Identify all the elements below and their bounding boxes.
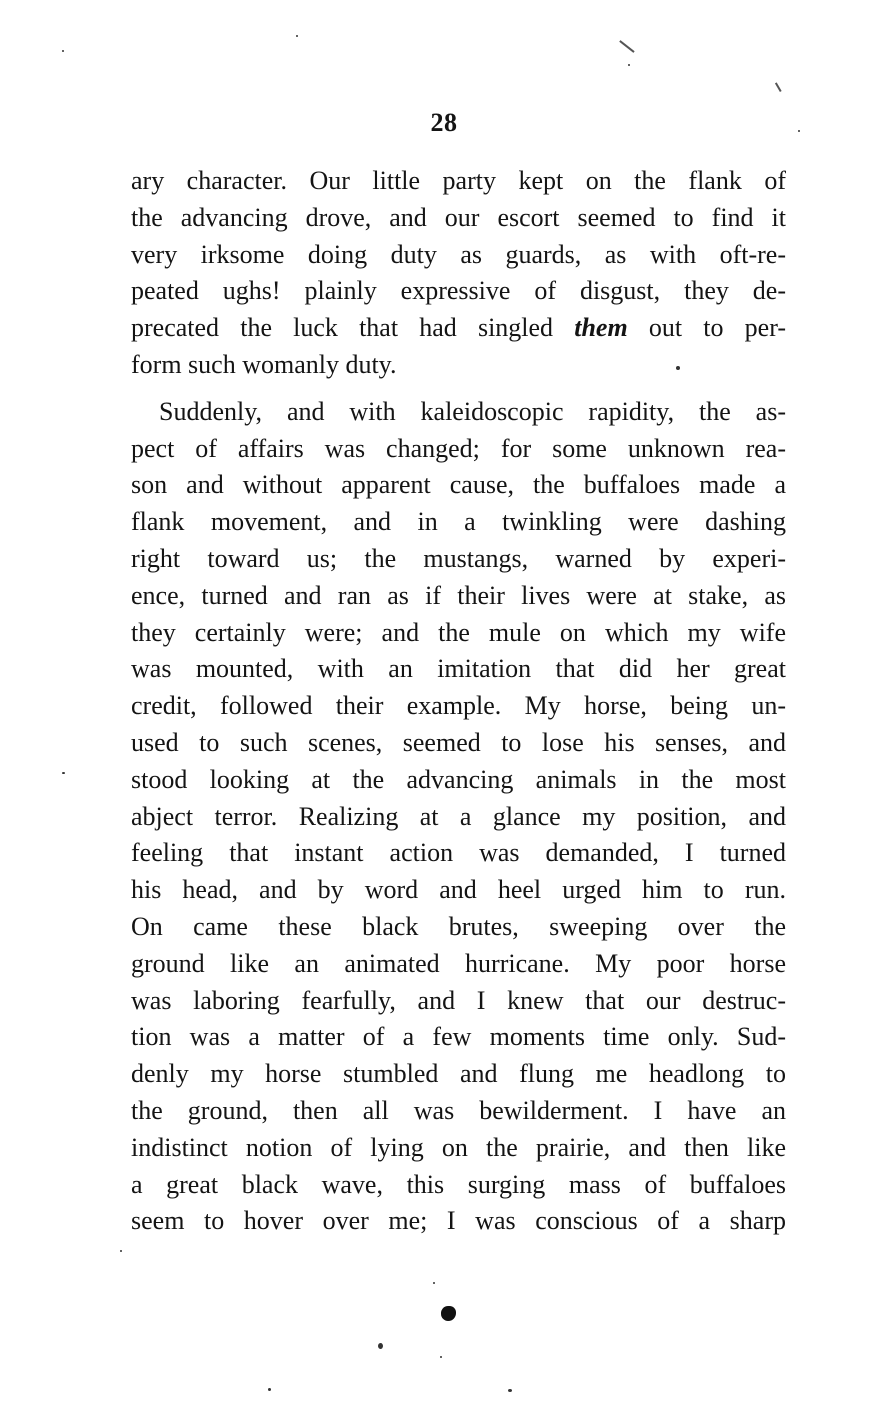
text-line-7: Suddenly, and with kaleidoscopic rapidity, the as- — [159, 396, 786, 426]
text-line-15: credit, followed their example. My horse, being un- — [131, 691, 786, 721]
scan-scratch — [775, 82, 781, 91]
text-line-16: used to such scenes, seemed to lose his senses, and — [131, 727, 786, 757]
italic-emphasis: them — [574, 313, 628, 343]
scan-speck — [433, 1282, 435, 1284]
text-line-5: precated the luck that had singled them out to per- — [131, 313, 786, 343]
text-line-12: ence, turned and ran as if their lives were at stake, as — [131, 580, 786, 610]
text-line-26: the ground, then all was bewilderment. I have an — [131, 1095, 786, 1125]
text-line-23: was laboring fearfully, and I knew that our destruc- — [131, 985, 786, 1015]
paragraph-break — [131, 384, 786, 394]
text-line-2: the advancing drove, and our escort seemed to find it — [131, 202, 786, 232]
text-line-18: abject terror. Realizing at a glance my position, and — [131, 801, 786, 831]
page-number: 28 — [430, 108, 458, 137]
text-line-4: peated ughs! plainly expressive of disgust, they de- — [131, 276, 786, 306]
text-line-9: son and without apparent cause, the buffaloes made a — [131, 470, 786, 500]
text-line-13: they certainly were; and the mule on which my wife — [131, 617, 786, 647]
scan-speck — [62, 50, 64, 52]
text-line-14: was mounted, with an imitation that did her great — [131, 654, 786, 684]
text-line-17: stood looking at the advancing animals in the most — [131, 764, 786, 794]
scan-speck — [628, 64, 630, 66]
text-line-25: denly my horse stumbled and flung me headlong to — [131, 1059, 786, 1089]
text-line-6: form such womanly duty. — [131, 349, 397, 379]
text-line-22: ground like an animated hurricane. My poor horse — [131, 948, 786, 978]
text-line-1: ary character. Our little party kept on the flank of — [131, 166, 786, 195]
scan-scratch — [620, 40, 635, 52]
scan-speck — [378, 1343, 383, 1349]
scan-speck — [62, 772, 65, 774]
scan-speck — [440, 1356, 442, 1358]
text-line-20: his head, and by word and heel urged him to run. — [131, 875, 786, 905]
scan-speck — [120, 1250, 122, 1252]
text-line-10: flank movement, and in a twinkling were dashing — [131, 507, 786, 537]
text-line-29: seem to hover over me; I was conscious of a sharp — [131, 1206, 786, 1236]
ink-blot — [441, 1306, 456, 1321]
scan-speck — [676, 366, 680, 370]
text-line-24: tion was a matter of a few moments time only. Sud- — [131, 1022, 786, 1052]
scan-speck — [296, 35, 298, 37]
scan-speck — [268, 1388, 271, 1391]
scan-speck — [508, 1389, 512, 1392]
body-text — [131, 163, 786, 1240]
scan-speck — [798, 130, 800, 132]
text-line-28: a great black wave, this surging mass of buffaloes — [131, 1169, 786, 1199]
text-line-27: indistinct notion of lying on the prairie, and then like — [131, 1132, 786, 1162]
text-line-11: right toward us; the mustangs, warned by experi- — [131, 543, 786, 573]
text-line-21: On came these black brutes, sweeping over the — [131, 911, 786, 941]
text-line-8: pect of affairs was changed; for some unknown rea- — [131, 433, 786, 463]
text-line-3: very irksome doing duty as guards, as with oft-re- — [131, 239, 786, 269]
text-line-19: feeling that instant action was demanded, I turned — [131, 838, 786, 868]
